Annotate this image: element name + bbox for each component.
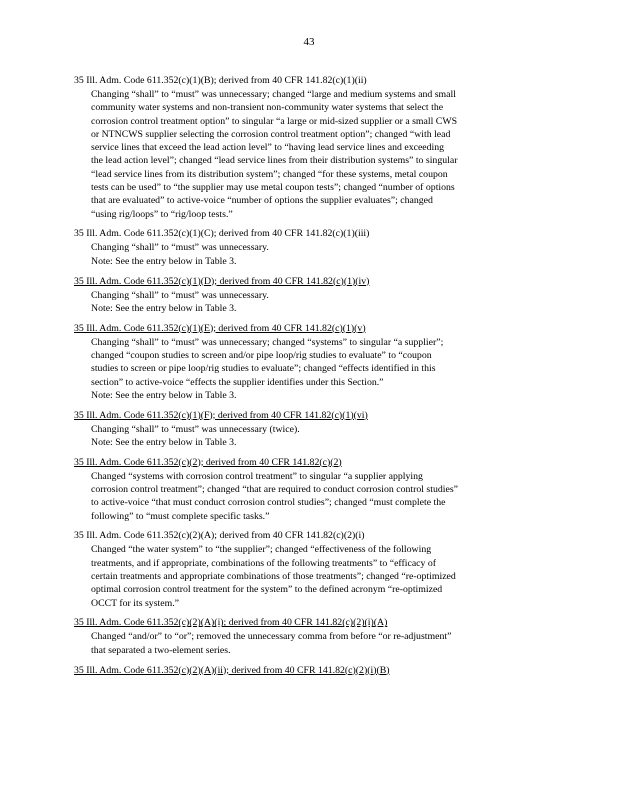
entry-line: Note: See the entry below in Table 3. [91,302,237,314]
entry-line: studies to screen or pipe loop/rig studies to evaluate”; changed “effects identified in this [91,363,436,375]
entry-heading: 35 Ill. Adm. Code 611.352(c)(2)(A)(i); derived from 40 CFR 141.82(c)(2)(i)(A) [74,617,388,629]
entry-body [74,423,544,450]
entry-heading: 35 Ill. Adm. Code 611.352(c)(2); derived from 40 CFR 141.82(c)(2) [74,456,342,468]
entry-line: Changed “systems with corrosion control treatment” to singular “a supplier applying [91,470,423,482]
code-entry [74,318,544,402]
entry-line: Changing “shall” to “must” was unnecessary (twice). [91,423,300,435]
entry-heading: 35 Ill. Adm. Code 611.352(c)(1)(D); derived from 40 CFR 141.82(c)(1)(iv) [74,275,370,287]
entry-line: Changed “the water system” to “the supplier”; changed “effectiveness of the following [91,544,432,556]
code-entry [74,70,544,221]
entry-body [74,543,544,609]
entry-line: optimal corrosion control treatment for the system” to the defined acronym “re-optimized [91,584,443,596]
entry-line: to active-voice “that must conduct corrosion control studies”; changed “must complete the [91,497,446,509]
entry-heading: 35 Ill. Adm. Code 611.352(c)(1)(E); derived from 40 CFR 141.82(c)(1)(v) [74,322,366,334]
code-entry [74,405,544,450]
code-entry [74,271,544,316]
entry-line: corrosion control treatment”; changed “that are required to conduct corrosion control studies” [91,484,458,496]
entry-line: changed “coupon studies to screen and/or pipe loop/rig studies to evaluate” to “coupon [91,349,432,361]
code-entry [74,223,544,268]
entry-line: “lead service lines from its distribution system”; changed “for these systems, metal coupon [91,168,448,180]
entry-line: Changing “shall” to “must” was unnecessary; changed “systems” to singular “a supplier”; [91,336,444,348]
entry-line: service lines that exceed the lead action level” to “having lead service lines and exceeding [91,142,445,154]
entry-body [74,289,544,316]
entry-line: that are evaluated” to active-voice “number of options the supplier evaluates”; changed [91,195,433,207]
entry-body [74,241,544,268]
entry-line: certain treatments and appropriate combinations of those treatments”; changed “re-optimized [91,571,456,583]
entry-line: Changing “shall” to “must” was unnecessary. [91,242,269,254]
entry-body [74,336,544,402]
entry-line: OCCT for its system.” [91,597,179,609]
entry-heading: 35 Ill. Adm. Code 611.352(c)(1)(B); derived from 40 CFR 141.82(c)(1)(ii) [74,75,367,86]
entry-heading: 35 Ill. Adm. Code 611.352(c)(2)(A)(ii); derived from 40 CFR 141.82(c)(2)(i)(B) [74,664,390,676]
entry-body [74,88,544,221]
code-entry [74,525,544,609]
entry-line: following” to “must complete specific tasks.” [91,510,270,522]
entry-line: corrosion control treatment option” to singular “a large or mid-sized supplier or a small CWS [91,115,458,127]
entry-line: Changing “shall” to “must” was unnecessary; changed “large and medium systems and small [91,89,456,100]
entry-line: that separated a two-element series. [91,644,231,656]
entry-body [74,630,544,657]
entry-list [74,70,544,680]
entry-line: tests can be used” to “the supplier may use metal coupon tests”; changed “number of options [91,182,455,194]
code-entry [74,452,544,523]
page-number: 43 [303,36,315,48]
entry-line: Changed “and/or” to “or”; removed the unnecessary comma from before “or re-adjustment” [91,631,452,643]
entry-line: Changing “shall” to “must” was unnecessary. [91,289,269,301]
entry-line: section” to active-voice “effects the supplier identifies under this Section.” [91,376,384,388]
code-entry [74,612,544,657]
entry-body [74,470,544,523]
entry-line: or NTNCWS supplier selecting the corrosion control treatment option”; changed “with lead [91,128,451,140]
entry-line: the lead action level”; changed “lead service lines from their distribution systems” to singular [91,155,458,167]
entry-heading: 35 Ill. Adm. Code 611.352(c)(1)(C); derived from 40 CFR 141.82(c)(1)(iii) [74,228,370,240]
code-entry [74,660,544,678]
entry-heading: 35 Ill. Adm. Code 611.352(c)(1)(F); derived from 40 CFR 141.82(c)(1)(vi) [74,409,368,421]
entry-line: community water systems and non-transient non-community water systems that select the [91,102,444,114]
entry-line: “using rig/loops” to “rig/loop tests.” [91,208,233,220]
entry-line: Note: See the entry below in Table 3. [91,436,237,448]
entry-line: treatments, and if appropriate, combinations of the following treatments” to “efficacy of [91,557,437,569]
entry-heading: 35 Ill. Adm. Code 611.352(c)(2)(A); derived from 40 CFR 141.82(c)(2)(i) [74,530,365,542]
entry-line: Note: See the entry below in Table 3. [91,389,237,401]
entry-line: Note: See the entry below in Table 3. [91,255,237,267]
